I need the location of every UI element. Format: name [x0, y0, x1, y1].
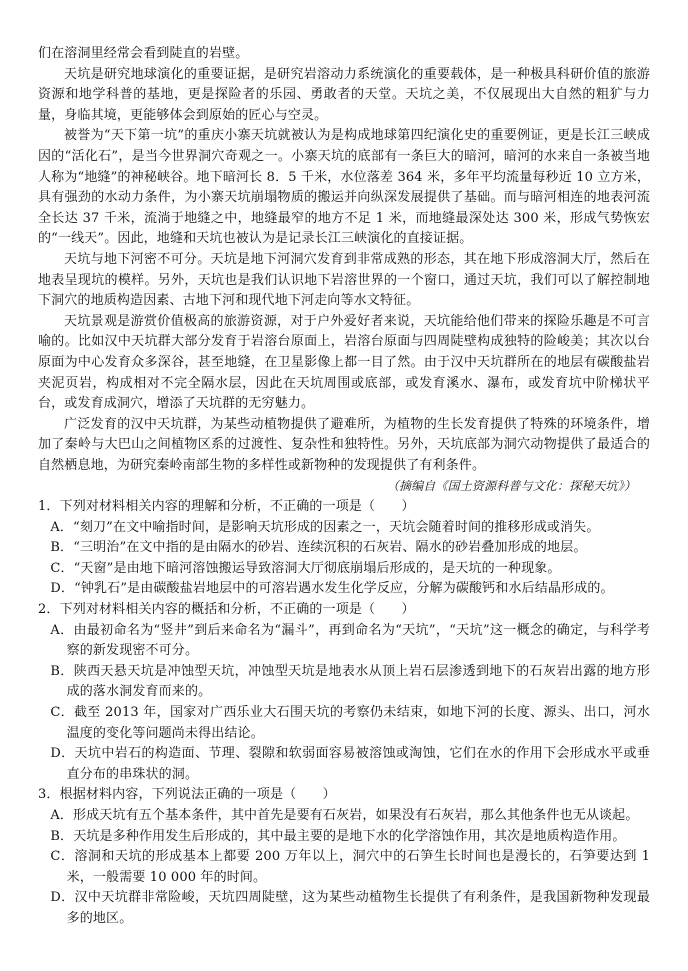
option-c: C．溶洞和天坑的形成基本上都要 200 万年以上，洞穴中的石笋生长时间也是漫长的，石笋要达到 1 米，一般需要 10 000 年的时间。: [50, 849, 650, 885]
question-stem: 3．根据材料内容，下列说法正确的一项是（ ）: [38, 787, 336, 803]
question-2: [38, 600, 650, 785]
option-a: A．“刻刀”在文中喻指时间，是影响天坑形成的因素之一，天坑会随着时间的推移形成或消失。: [50, 519, 600, 535]
option-b: B．陕西天悬天坑是冲蚀型天坑，冲蚀型天坑是地表水从顶上岩石层渗透到地下的石灰岩出露的地方形成的落水洞发育而来的。: [50, 663, 650, 700]
passage-paragraph: 天坑与地下河密不可分。天坑是地下河洞穴发育到非常成熟的形态，其在地下形成溶洞大厅，然后在地表呈现坑的模样。另外，天坑也是我们认识地下岩溶世界的一个窗口，通过天坑，我们可以了解控制地下洞穴的地质构造因素、古地下河和现代地下河走向等水文特征。: [38, 251, 650, 309]
question-1: [38, 497, 650, 600]
question-3: [38, 785, 650, 929]
passage-paragraph: 广泛发育的汉中天坑群，为某些动植物提供了避难所，为植物的生长发育提供了特殊的环境条件，增加了秦岭与大巴山之间植物区系的过渡性、复杂性和独特性。另外，天坑底部为洞穴动物提供了最适合的自然栖息地，为研究秦岭南部生物的多样性或新物种的发现提供了有利条件。: [38, 416, 650, 473]
option-c: C．“天窗”是由地下暗河溶蚀搬运导致溶洞大厅彻底崩塌后形成的，是天坑的一种现象。: [50, 560, 561, 576]
passage: [38, 44, 650, 497]
passage-paragraph: 天坑景观是游赏价值极高的旅游资源，对于户外爱好者来说，天坑能给他们带来的探险乐趣是不可言喻的。比如汉中天坑群大部分发育于岩溶台原面上，岩溶台原面与四周陡壁构成独特的险峻美；其次以台原面为中心发育众多深谷，甚至地缝，在卫星影像上都一目了然。由于汉中天坑群所在的地层有碳酸盐岩夹泥页岩，构成相对不完全隔水层，因此在天坑周围或底部，或发育溪水、瀑布，或发育坑中阶梯状平台，或发育成洞穴，增添了天坑群的无穷魅力。: [38, 313, 650, 412]
question-stem: 2．下列对材料相关内容的概括和分析，不正确的一项是（ ）: [38, 602, 415, 618]
option-d: D．天坑中岩石的构造面、节理、裂隙和软弱面容易被溶蚀或淘蚀，它们在水的作用下会形成水平或垂直分布的串珠状的洞。: [50, 746, 650, 782]
passage-paragraph: 被誉为“天下第一坑”的重庆小寨天坑就被认为是构成地球第四纪演化史的重要例证，更是长江三峡成因的“活化石”，是当今世界洞穴奇观之一。小寨天坑的底部有一条巨大的暗河，暗河的水来自一条被当地人称为“地缝”的神秘峡谷。地下暗河长 8．5 千米，水位落差 364 米，多年平均流量每秒近 10 立方米，具有强劲的水动力条件，为小寨天坑崩塌物质的搬运并向纵深发展提供了基础。而与暗河相连的地表河流全长达 37 千米，流淌于地缝之中，地缝最窄的地方不足 1 米，而地缝最深处达 300 米，形成气势恢宏的“一线天”。因此，地缝和天坑也被认为是记录长江三峡演化的直接证据。: [38, 128, 650, 247]
option-a: A．形成天坑有五个基本条件，其中首先是要有石灰岩，如果没有石灰岩，那么其他条件也无从谈起。: [50, 807, 639, 823]
passage-paragraph: 们在溶洞里经常会看到陡直的岩壁。: [38, 46, 249, 61]
option-a: A．由最初命名为“竖井”到后来命名为“漏斗”，再到命名为“天坑”，“天坑”这一概念的确定，与科学考察的新发现密不可分。: [50, 622, 650, 659]
option-d: D．汉中天坑群非常险峻，天坑四周陡壁，这为某些动植物生长提供了有利条件，是我国新物种发现最多的地区。: [50, 890, 650, 926]
question-stem: 1．下列对材料相关内容的理解和分析，不正确的一项是（ ）: [38, 499, 415, 515]
passage-source: （摘编自《国土资源科普与文化：探秘天坑》）: [386, 479, 636, 494]
option-b: B．天坑是多种作用发生后形成的，其中最主要的是地下水的化学溶蚀作用，其次是地质构造作用。: [50, 828, 626, 844]
option-d: D．“钟乳石”是由碳酸盐岩地层中的可溶岩遇水发生化学反应，分解为碳酸钙和水后结晶形成的。: [50, 581, 614, 597]
option-b: B．“三明治”在文中指的是由隔水的砂岩、连续沉积的石灰岩、隔水的砂岩叠加形成的地层。: [50, 540, 587, 556]
option-c: C．截至 2013 年，国家对广西乐业大石围天坑的考察仍未结束，如地下河的长度、源头、出口，河水温度的变化等问题尚未得出结论。: [50, 705, 650, 741]
passage-paragraph: 天坑是研究地球演化的重要证据，是研究岩溶动力系统演化的重要载体，是一种极具科研价值的旅游资源和地学科普的基地，更是探险者的乐园、勇敢者的天堂。天坑之美，不仅展现出大自然的粗犷与力量，身临其境，更能够体会到原始的匠心与空灵。: [38, 66, 650, 123]
